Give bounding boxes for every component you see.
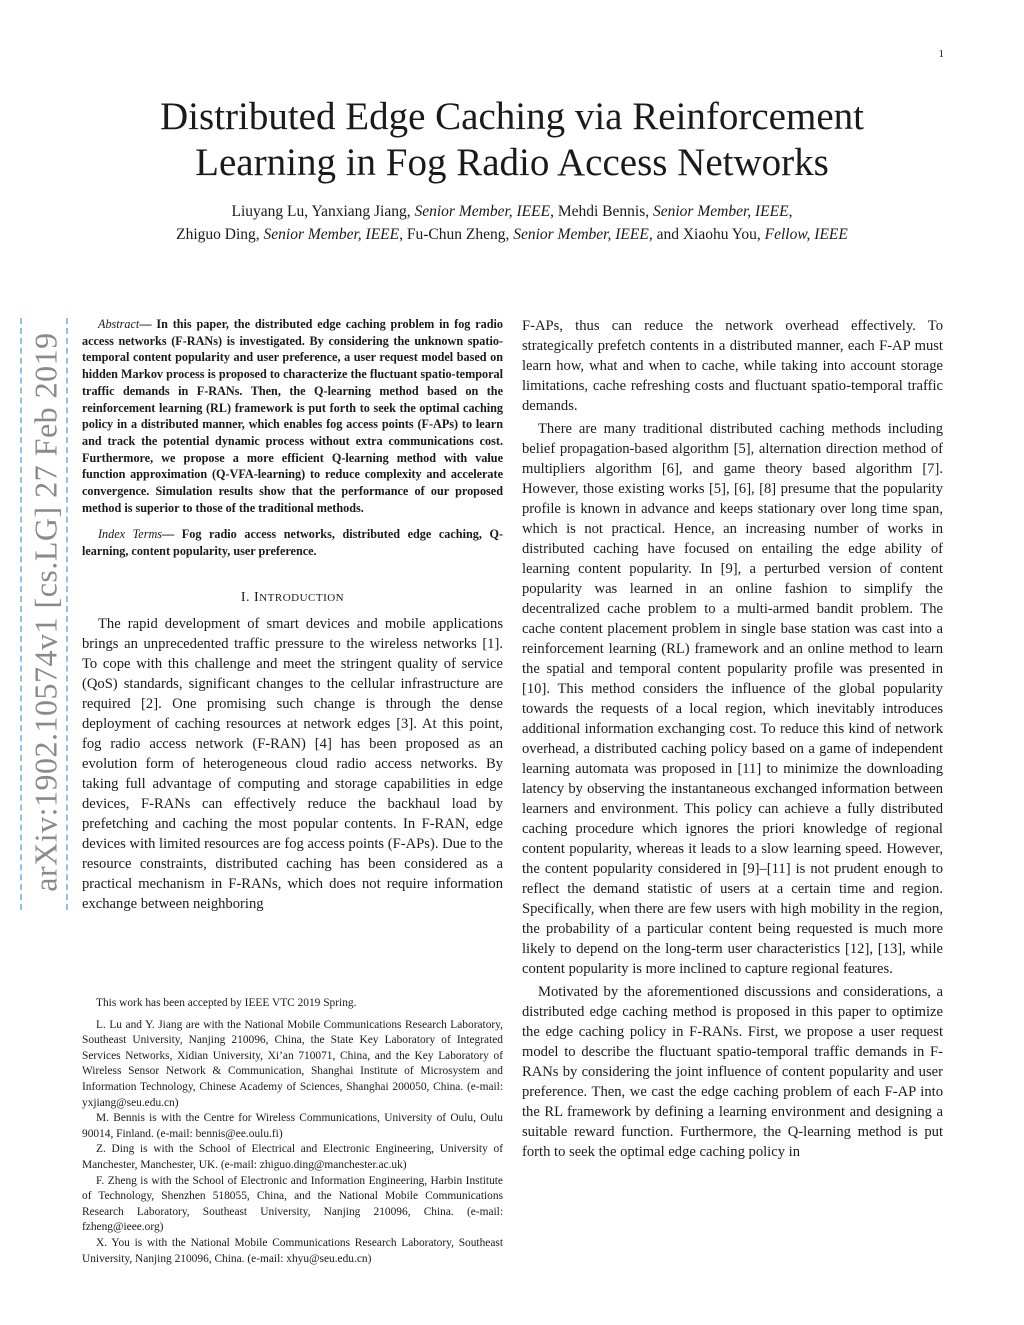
author-role: Fellow, IEEE <box>764 226 848 243</box>
author-line-2 <box>40 223 984 246</box>
abstract-label: Abstract <box>98 317 140 331</box>
index-terms-label: Index Terms <box>98 527 163 542</box>
author-names: , Mehdi Bennis, <box>550 203 653 220</box>
paragraph: Motivated by the aforementioned discussions and considerations, a distributed edge caching method is proposed in this paper to optimize the edge caching policy in F-RANs. First, we propose a user request model to describe the fluctuant spatio-temporal traffic demands in F-RANs by considering the joint influence of content popularity and user preference. Then, we cast the edge caching problem of each F-AP into the RL framework by defining a learning environment and designing a suitable reward function. Furthermore, the Q-learning method is put forth to seek the optimal edge caching policy in <box>522 984 943 1160</box>
author-role: Senior Member, IEEE <box>414 203 551 220</box>
paragraph: F-APs, thus can reduce the network overhead effectively. To strategically prefetch contents in a distributed manner, each F-AP must learn how, what and when to cache, while taking into account storage limitations, cache refreshing costs and fluctuant spatio-temporal traffic demands. <box>522 318 943 414</box>
footnote-affiliation: F. Zheng is with the School of Electronic and Information Engineering, Harbin Institute of Technology, Shenzhen 518055, China, and the National Mobile Communications Research Laboratory, Southeast University, Nanjing 210096, China. (e-mail: fzheng@ieee.org) <box>82 1174 503 1234</box>
right-column <box>522 316 943 1162</box>
author-names: Liuyang Lu, Yanxiang Jiang, <box>231 203 415 220</box>
abstract: Abstract— In this paper, the distributed edge caching problem in fog radio access networks (F-RANs) is investigated. By considering the unknown spatio-temporal content popularity and user preference, a user request model based on hidden Markov process is proposed to characterize the fluctuant spatio-temporal traffic demands in F-RANs. Then, the Q-learning method based on the reinforcement learning (RL) framework is put forth to seek the optimal caching policy in a distributed manner, which enables fog access points (F-APs) to learn and track the potential dynamic process without extra communications cost. Furthermore, we propose a more efficient Q-learning method with value function approximation (Q-VFA-learning) to reduce complexity and accelerate convergence. Simulation results show that the performance of our proposed method is superior to those of the traditional methods. <box>82 317 503 515</box>
section-numeral: I. I <box>240 589 260 605</box>
title-line-1: Distributed Edge Caching via Reinforcement <box>160 95 864 138</box>
section-title: NTRODUCTION <box>259 591 345 604</box>
abstract-text: In this paper, the distributed edge caching problem in fog radio access networks (F-RANs) is investigated. By considering the unknown spatio-temporal content popularity and user preference, a user request model based on hidden Markov process is proposed to characterize the fluctuant spatio-temporal traffic demands in F-RANs. Then, the Q-learning method based on the reinforcement learning (RL) framework is put forth to seek the optimal caching policy in a distributed manner, which enables fog access points (F-APs) to learn and track the potential dynamic process without extra communications cost. Furthermore, we propose a more efficient Q-learning method with value function approximation (Q-VFA-learning) to reduce complexity and accelerate convergence. Simulation results show that the performance of our proposed method is superior to those of the traditional methods. <box>82 317 503 515</box>
paper-title <box>60 94 964 186</box>
index-terms-text: Fog radio access networks, distributed edge caching, Q-learning, content popularity, user preference. <box>82 527 504 559</box>
footnote-affiliation: X. You is with the National Mobile Communications Research Laboratory, Southeast University, Nanjing 210096, China. (e-mail: xhyu@seu.edu.cn) <box>82 1236 503 1265</box>
footnote-acceptance: This work has been accepted by IEEE VTC 2019 Spring. <box>96 997 357 1009</box>
author-role: Senior Member, IEEE <box>513 226 649 243</box>
paragraph: There are many traditional distributed caching methods including belief propagation-based algorithm [5], alternation direction method of multipliers algorithm [6], and game theory based algorithm [7]. However, those existing works [5], [6], [8] presume that the popularity profile is known in advance and keeps stationary over long time span, which is not practical. Hence, an increasing number of works in distributed caching have focused on entailing the edge ability of learning content popularity. In [9], a perturbed version of content popularity was learned in an online fashion to simplify the decentralized cache problem to a multi-armed bandit problem. The cache content placement problem in single base station was cast into a reinforcement learning (RL) framework and an online method to learn the spatial and temporal content popularity profile was presented in [10]. This method considers the influence of the global popularity towards the requests of a local region, which inevitably introduces additional information exchanging cost. To reduce this kind of network overhead, a distributed caching policy based on a game of independent learning automata was proposed in [11] to minimize the downloading latency by observing the instantaneous exchanged information between learners and environment. This policy can achieve a fully distributed caching procedure which ignores the priori knowledge of regional content popularity, whereas it leads to a slow learning speed. However, the content popularity considered in [9]–[11] is not prudent enough to reflect the demand statistic of users at a certain time and region. Specifically, when there are few users with high mobility in the region, the probability of a particular content being requested is much more likely to depend on the long-term user characteristics [12], [13], while content popularity is more inclined to capture regional features. <box>522 421 943 977</box>
author-list <box>40 200 984 246</box>
author-names: Zhiguo Ding, <box>176 226 264 243</box>
author-line-1 <box>40 200 984 223</box>
arxiv-identifier[interactable]: arXiv:1902.10574v1 [cs.LG] 27 Feb 2019 <box>27 332 64 892</box>
section-heading-introduction <box>82 590 503 606</box>
author-role: Senior Member, IEEE <box>653 203 789 220</box>
author-names: , and Xiaohu You, <box>648 226 765 243</box>
author-punct: , <box>788 203 793 220</box>
author-role: Senior Member, IEEE <box>263 226 400 243</box>
footnote-affiliation: L. Lu and Y. Jiang are with the National Mobile Communications Research Laboratory, Southeast University, Nanjing 210096, China, the State Key Laboratory of Integrated Services Networks, Xidian University, Xi’an 710071, China, and the Key Laboratory of Wireless Sensor Network & Communication, Shanghai Institute of Microsystem and Information Technology, Chinese Academy of Sciences, Shanghai 200050, China. (e-mail: yxjiang@seu.edu.cn) <box>82 1018 503 1109</box>
left-column <box>82 316 503 914</box>
footnote-affiliation: Z. Ding is with the School of Electrical and Electronic Engineering, University of Manchester, Manchester, UK. (e-mail: zhiguo.ding@manchester.ac.uk) <box>82 1143 503 1171</box>
index-terms: Index Terms— Fog radio access networks, distributed edge caching, Q-learning, content popularity, user preference. <box>82 527 504 559</box>
author-names: , Fu-Chun Zheng, <box>399 226 514 243</box>
page-number: 1 <box>938 48 944 60</box>
footnote-affiliation: M. Bennis is with the Centre for Wireless Communications, University of Oulu, Oulu 90014, Finland. (e-mail: bennis@ee.oulu.fi) <box>82 1112 503 1140</box>
left-body-text <box>82 614 503 914</box>
title-line-2: Learning in Fog Radio Access Networks <box>195 141 829 184</box>
footnotes <box>82 996 503 1267</box>
paragraph: The rapid development of smart devices and mobile applications brings an unprecedented traffic pressure to the wireless networks [1]. To cope with this challenge and meet the stringent quality of service (QoS) standards, significant changes to the cellular infrastructure are required [2]. One promising such change is through the dense deployment of caching resources at network edges [3]. At this point, fog radio access network (F-RAN) [4] has been proposed as an evolution form of heterogeneous cloud radio access networks. By taking full advantage of computing and storage capabilities in edge devices, F-RANs can effectively reduce the backhaul load by prefetching and caching the most popular contents. In F-RAN, edge devices with limited resources are fog access points (F-APs). Due to the resource constraints, distributed caching has been considered as a practical mechanism in F-RANs, which does not require information exchange between neighboring <box>82 615 503 912</box>
